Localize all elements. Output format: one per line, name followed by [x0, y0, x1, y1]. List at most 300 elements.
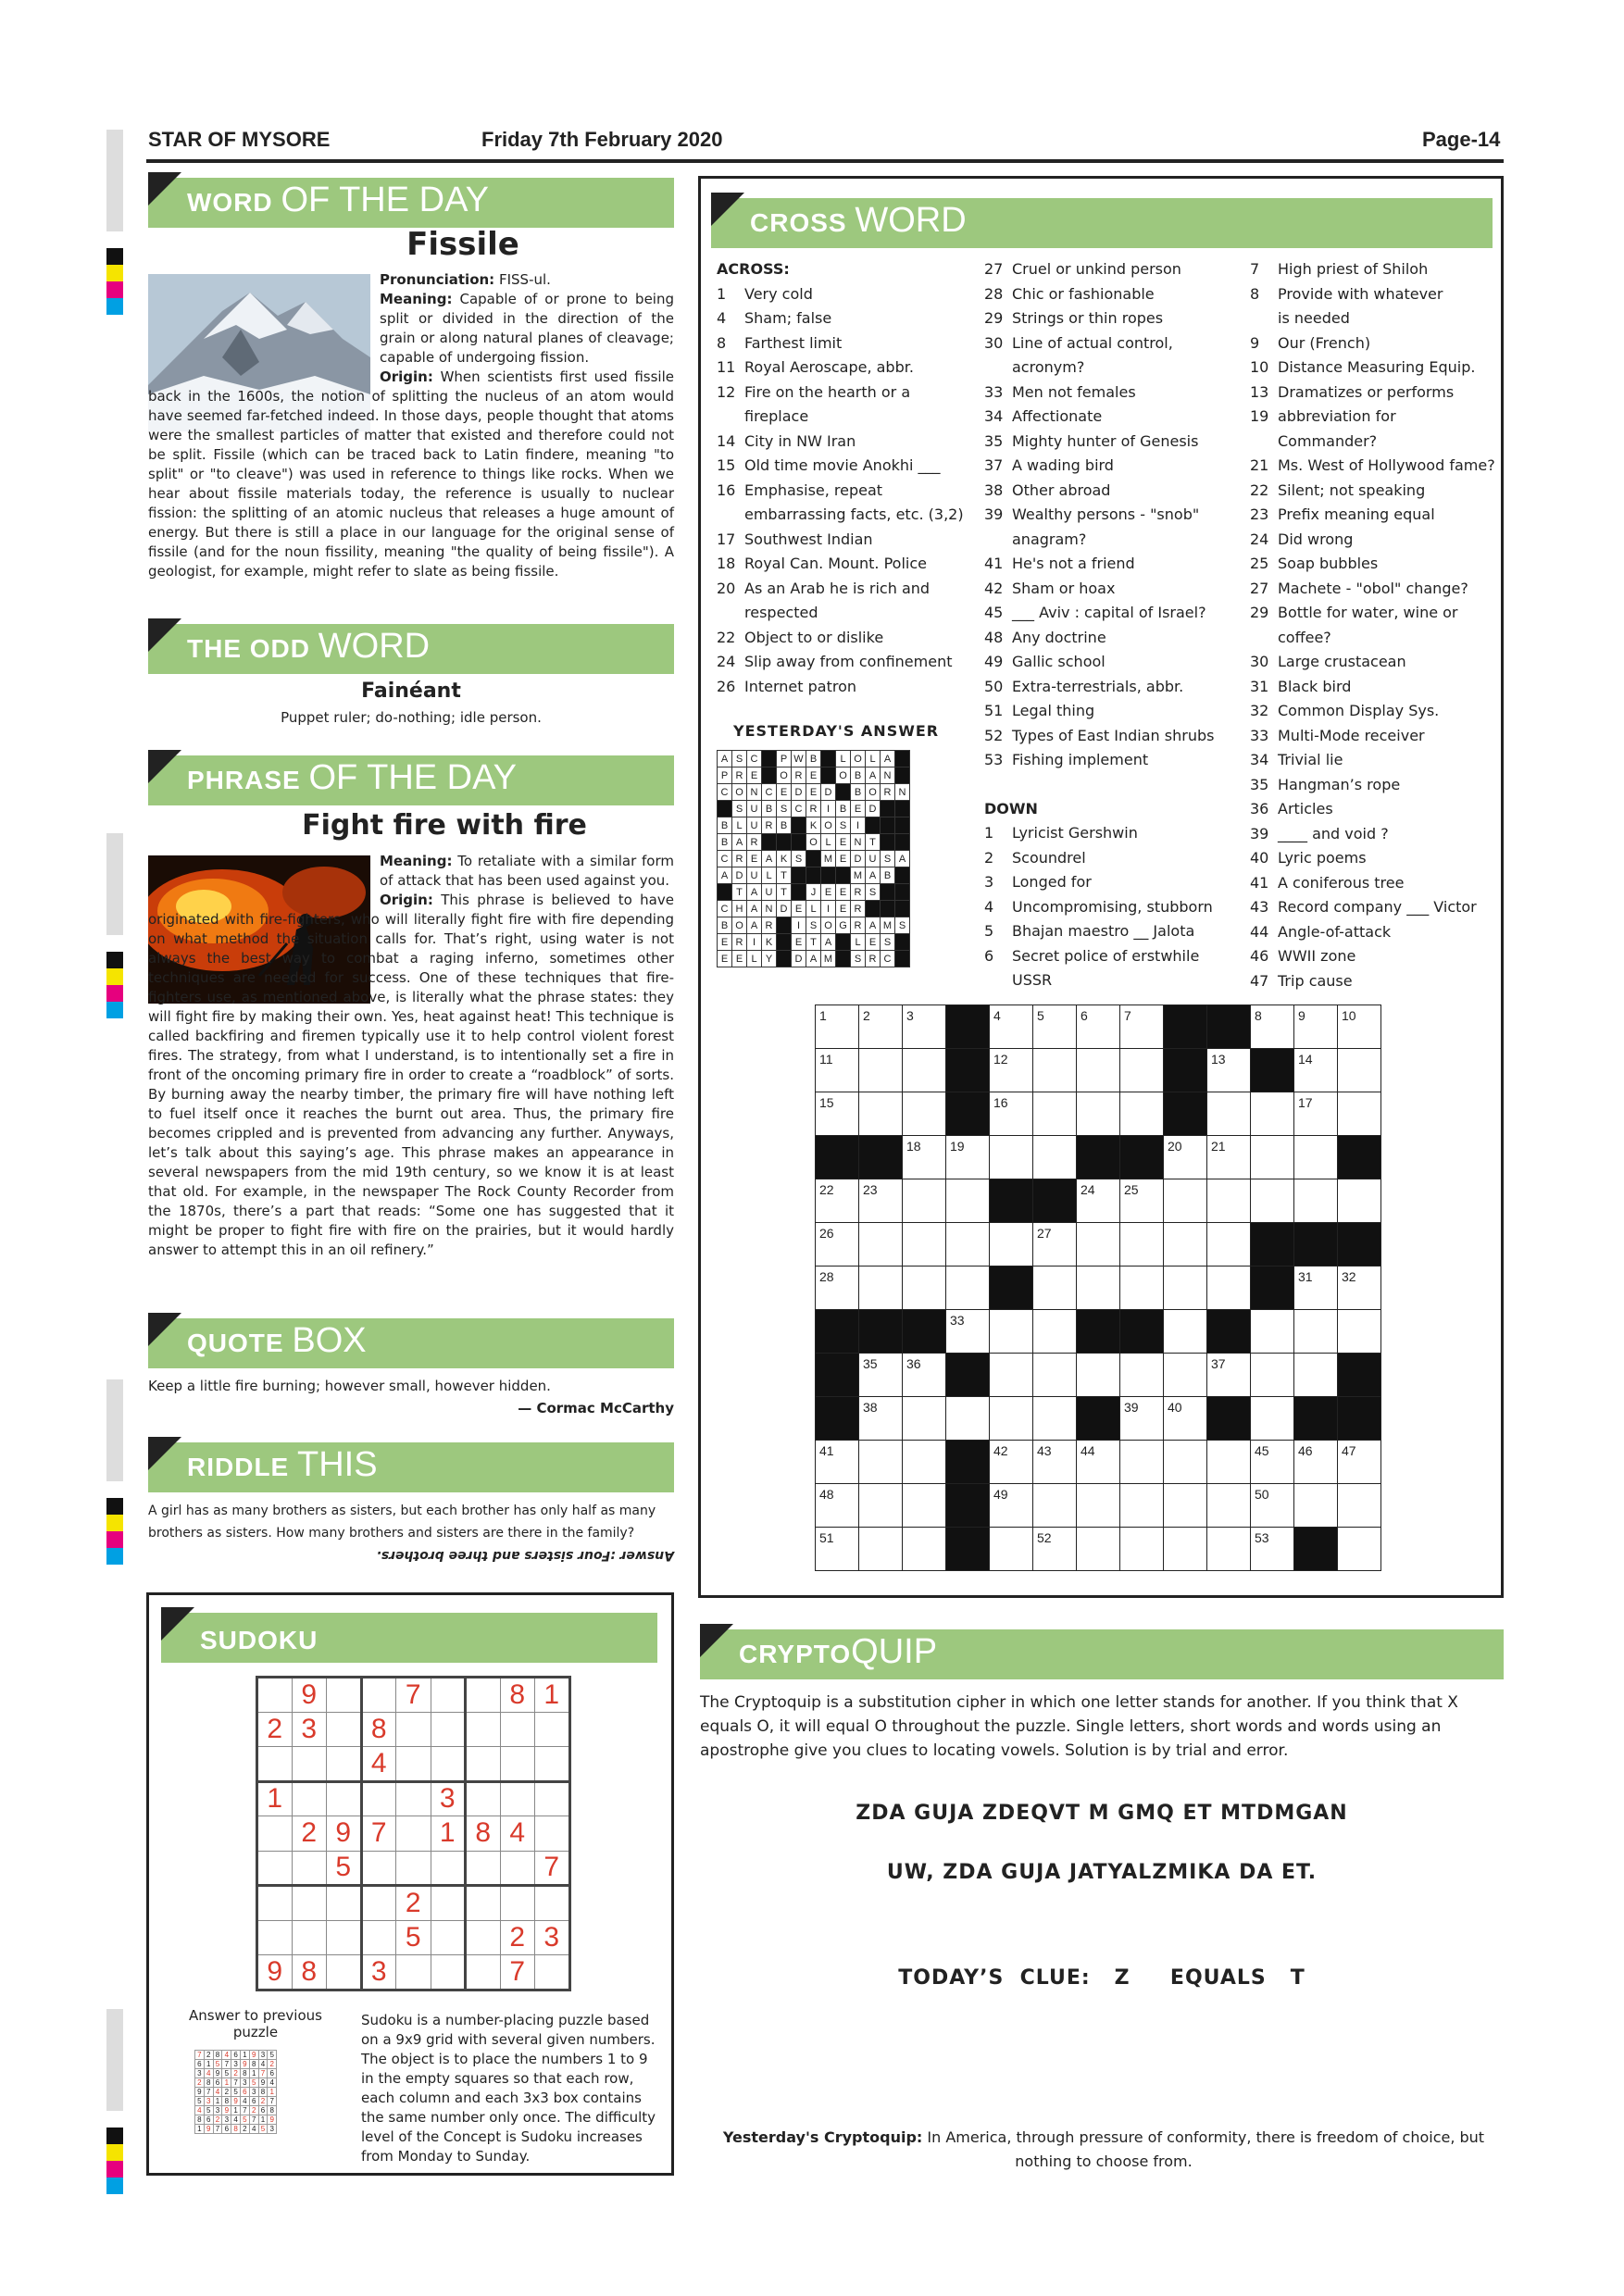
answer-cell: E	[747, 767, 762, 784]
header-rule	[146, 159, 1504, 163]
crossword-cell[interactable]: 7	[1120, 1005, 1164, 1049]
crossword-cell[interactable]	[990, 1223, 1033, 1267]
crossword-cell[interactable]	[1164, 1310, 1207, 1354]
crossword-cell[interactable]: 26	[816, 1223, 859, 1267]
crossword-cell[interactable]	[1164, 1179, 1207, 1223]
clue-item: 48 Any doctrine	[984, 628, 1106, 646]
clue-item: 39 Wealthy persons - "snob"	[984, 505, 1200, 523]
clue-item: 35 Hangman’s rope	[1250, 775, 1401, 793]
crossword-cell[interactable]: 32	[1338, 1267, 1381, 1310]
answer-cell: L	[732, 817, 747, 834]
crossword-cell[interactable]: 48	[816, 1484, 859, 1528]
crossword-cell	[1207, 1310, 1251, 1354]
sudoku-cell	[396, 1955, 431, 1990]
crossword-cell[interactable]	[859, 1223, 903, 1267]
crossword-cell[interactable]	[1294, 1310, 1338, 1354]
sudoku-answer-cell: 9	[240, 2060, 249, 2069]
phrase-title: Fight fire with fire	[302, 809, 587, 842]
clue-item: 7 High priest of Shiloh	[1250, 260, 1429, 278]
sudoku-answer-cell: 5	[240, 2115, 249, 2125]
crossword-cell[interactable]	[1077, 1049, 1120, 1092]
crossword-cell[interactable]	[1120, 1049, 1164, 1092]
answer-cell: E	[836, 884, 851, 901]
crossword-cell[interactable]	[1338, 1310, 1381, 1354]
answer-cell: R	[851, 901, 866, 917]
sudoku-answer-cell: 5	[204, 2106, 213, 2115]
answer-cell	[895, 884, 910, 901]
sudoku-cell: 7	[396, 1678, 431, 1713]
sudoku-cell	[466, 1955, 501, 1990]
answer-cell	[881, 901, 895, 917]
sudoku-cell: 2	[500, 1920, 535, 1955]
crossword-cell[interactable]	[903, 1092, 946, 1136]
crossword-cell[interactable]	[1251, 1136, 1294, 1179]
answer-cell	[895, 867, 910, 884]
answer-cell	[718, 801, 732, 817]
cryptoquip-line-2: UW, ZDA GUJA JATYALZMIKA DA ET.	[886, 1861, 1318, 1884]
answer-cell: U	[747, 817, 762, 834]
crossword-cell[interactable]: 21	[1207, 1136, 1251, 1179]
crossword-cell[interactable]: 42	[990, 1441, 1033, 1484]
sudoku-cell	[361, 1678, 396, 1713]
odd-word-term: Fainéant	[361, 680, 461, 703]
sudoku-cell	[327, 1955, 362, 1990]
crossword-cell[interactable]	[1164, 1223, 1207, 1267]
answer-cell	[836, 934, 851, 951]
answer-cell: L	[851, 934, 866, 951]
crossword-cell	[816, 1397, 859, 1441]
crossword-cell[interactable]: 23	[859, 1179, 903, 1223]
clue-item: 49 Gallic school	[984, 653, 1106, 670]
crossword-cell[interactable]	[1033, 1310, 1077, 1354]
crossword-cell[interactable]	[859, 1528, 903, 1571]
answer-cell: E	[866, 934, 881, 951]
crossword-cell[interactable]: 10	[1338, 1005, 1381, 1049]
crossword-cell[interactable]	[903, 1484, 946, 1528]
sudoku-answer-cell: 4	[268, 2078, 277, 2088]
crossword-cell[interactable]: 53	[1251, 1528, 1294, 1571]
crossword-cell[interactable]	[859, 1267, 903, 1310]
cryptoquip-clue: TODAY’S CLUE: Z EQUALS T	[898, 1966, 1305, 1990]
newspaper-name: STAR OF MYSORE	[148, 128, 331, 151]
clue-item: 27 Machete - "obol" change?	[1250, 579, 1468, 597]
clue-item: 30 Large crustacean	[1250, 653, 1406, 670]
answer-cell: L	[762, 867, 777, 884]
sudoku-answer-cell: 5	[258, 2125, 268, 2134]
crossword-cell[interactable]: 47	[1338, 1441, 1381, 1484]
clue-item: 15 Old time movie Anokhi ___	[717, 456, 941, 474]
crossword-cell[interactable]: 22	[816, 1179, 859, 1223]
answer-cell: S	[866, 884, 881, 901]
crossword-cell[interactable]: 20	[1164, 1136, 1207, 1179]
crossword-cell[interactable]: 31	[1294, 1267, 1338, 1310]
crossword-cell	[1077, 1397, 1120, 1441]
crossword-cell[interactable]	[990, 1136, 1033, 1179]
clue-item: 2 Scoundrel	[984, 848, 1086, 867]
crossword-cell[interactable]	[1207, 1223, 1251, 1267]
crossword-cell[interactable]	[1120, 1441, 1164, 1484]
answer-cell: T	[866, 834, 881, 851]
crossword-cell[interactable]	[946, 1397, 990, 1441]
answer-cell: S	[777, 801, 792, 817]
sudoku-cell: 7	[500, 1955, 535, 1990]
crossword-cell[interactable]	[1033, 1092, 1077, 1136]
clue-item: 1 Very cold	[717, 284, 813, 303]
sudoku-answer-cell: 7	[268, 2097, 277, 2106]
word-of-day-meaning: Meaning: Capable of or prone to being split or divided in the direction of the grain or along natural planes of cleavage; capable of undergoing fission.	[380, 291, 674, 366]
sudoku-answer-cell: 6	[231, 2051, 241, 2060]
clue-item: fireplace	[744, 407, 809, 425]
crossword-cell[interactable]: 19	[946, 1136, 990, 1179]
crossword-cell[interactable]	[1120, 1092, 1164, 1136]
crossword-cell[interactable]: 17	[1294, 1092, 1338, 1136]
clue-item: 22 Object to or dislike	[717, 628, 884, 646]
clue-item: 50 Extra-terrestrials, abbr.	[984, 677, 1184, 695]
crossword-cell[interactable]	[1207, 1267, 1251, 1310]
answer-cell	[866, 901, 881, 917]
answer-cell: N	[881, 767, 895, 784]
crossword-cell[interactable]: 18	[903, 1136, 946, 1179]
answer-cell: E	[718, 951, 732, 967]
crossword-cell[interactable]: 1	[816, 1005, 859, 1049]
crossword-cell[interactable]: 3	[903, 1005, 946, 1049]
sudoku-cell	[396, 1816, 431, 1852]
sudoku-cell	[535, 1816, 570, 1852]
crossword-cell[interactable]	[859, 1092, 903, 1136]
clue-item: 3 Longed for	[984, 873, 1092, 891]
crossword-cell[interactable]	[990, 1528, 1033, 1571]
crossword-cell[interactable]	[903, 1223, 946, 1267]
clue-item: 9 Our (French)	[1250, 333, 1371, 352]
crossword-cell[interactable]	[903, 1397, 946, 1441]
answer-cell: E	[718, 934, 732, 951]
crossword-cell	[1164, 1049, 1207, 1092]
answer-cell: E	[836, 901, 851, 917]
crossword-cell[interactable]	[1164, 1354, 1207, 1397]
answer-cell: R	[762, 917, 777, 934]
crossword-cell[interactable]	[1207, 1092, 1251, 1136]
answer-cell: N	[747, 784, 762, 801]
crossword-cell[interactable]: 24	[1077, 1179, 1120, 1223]
sudoku-answer-cell: 5	[268, 2051, 277, 2060]
answer-cell: S	[806, 917, 821, 934]
crossword-cell[interactable]: 40	[1164, 1397, 1207, 1441]
answer-cell: A	[747, 917, 762, 934]
crossword-banner: CROSS WORD	[711, 198, 1493, 248]
crossword-cell[interactable]	[903, 1441, 946, 1484]
sudoku-cell	[535, 1955, 570, 1990]
sudoku-cell	[500, 1747, 535, 1782]
sudoku-cell	[431, 1678, 466, 1713]
crossword-cell	[1033, 1179, 1077, 1223]
crossword-cell[interactable]	[1120, 1267, 1164, 1310]
crossword-cell[interactable]	[1294, 1354, 1338, 1397]
crossword-cell[interactable]: 28	[816, 1267, 859, 1310]
crossword-cell[interactable]	[859, 1049, 903, 1092]
crossword-cell[interactable]	[1338, 1049, 1381, 1092]
crossword-cell[interactable]	[1164, 1441, 1207, 1484]
answer-cell	[881, 801, 895, 817]
cryptoquip-line-1: ZDA GUJA ZDEQVT M GMQ ET MTDMGAN	[856, 1802, 1348, 1825]
clue-item: 42 Sham or hoax	[984, 579, 1116, 597]
crossword-cell[interactable]: 35	[859, 1354, 903, 1397]
crossword-cell[interactable]	[1207, 1484, 1251, 1528]
crossword-cell	[946, 1484, 990, 1528]
crossword-cell[interactable]	[859, 1484, 903, 1528]
crossword-cell[interactable]: 49	[990, 1484, 1033, 1528]
crossword-cell[interactable]: 33	[946, 1310, 990, 1354]
crossword-cell[interactable]	[946, 1223, 990, 1267]
answer-cell	[836, 867, 851, 884]
crossword-cell[interactable]	[1033, 1049, 1077, 1092]
answer-cell: M	[821, 851, 836, 867]
registration-strip	[106, 1379, 123, 1565]
crossword-cell[interactable]	[903, 1528, 946, 1571]
crossword-cell[interactable]: 39	[1120, 1397, 1164, 1441]
crossword-cell	[1077, 1136, 1120, 1179]
crossword-cell[interactable]	[946, 1267, 990, 1310]
odd-word-banner: THE ODD WORD	[148, 624, 674, 674]
answer-cell	[762, 834, 777, 851]
sudoku-cell	[396, 1781, 431, 1816]
crossword-cell[interactable]	[1033, 1267, 1077, 1310]
crossword-cell[interactable]	[1077, 1267, 1120, 1310]
crossword-cell[interactable]	[903, 1179, 946, 1223]
answer-cell: E	[836, 851, 851, 867]
sudoku-answer-cell: 4	[204, 2069, 213, 2078]
sudoku-cell: 9	[292, 1678, 327, 1713]
crossword-cell[interactable]: 15	[816, 1092, 859, 1136]
sudoku-cell	[466, 1851, 501, 1886]
answer-cell: R	[851, 917, 866, 934]
sudoku-cell	[396, 1712, 431, 1747]
crossword-cell[interactable]: 8	[1251, 1005, 1294, 1049]
answer-cell	[836, 784, 851, 801]
crossword-cell[interactable]	[1033, 1354, 1077, 1397]
crossword-cell[interactable]: 11	[816, 1049, 859, 1092]
clue-item: 41 A coniferous tree	[1250, 873, 1405, 892]
sudoku-answer-cell: 2	[258, 2097, 268, 2106]
crossword-cell[interactable]: 50	[1251, 1484, 1294, 1528]
crossword-cell[interactable]: 9	[1294, 1005, 1338, 1049]
crossword-cell[interactable]	[1294, 1484, 1338, 1528]
clue-item: 31 Black bird	[1250, 677, 1352, 695]
sudoku-answer-cell: 8	[240, 2069, 249, 2078]
crossword-cell[interactable]	[1251, 1310, 1294, 1354]
crossword-cell	[1120, 1310, 1164, 1354]
word-of-day-origin: Origin: When scientists first used fissile back in the 1600s, the notion of splitting the nucleus of an atom would have seemed far-fetched indeed. In those days, people thought that atoms were the smallest particles of matter that existed and therefore could not be split. Fissile (which can be traced back to Latin findere, meaning "to split" or "to cleave") was used in reference to things like rocks. When we hear about fissile materials today, the reference is usually to nuclear fission: the splitting of an atomic nucleus that releases a huge amount of energy. But there is still a place in our language for the original sense of fissile (and for the noun fissility, meaning "the quality of being fissile"). A geologist, for example, might refer to slate as being fissile.	[148, 368, 674, 580]
clue-item: 27 Cruel or unkind person	[984, 260, 1181, 278]
sudoku-answer-cell: 4	[258, 2060, 268, 2069]
answer-cell: U	[866, 851, 881, 867]
crossword-cell[interactable]: 27	[1033, 1223, 1077, 1267]
answer-cell: O	[777, 767, 792, 784]
clue-item: 25 Soap bubbles	[1250, 555, 1379, 572]
sudoku-cell	[466, 1920, 501, 1955]
crossword-cell[interactable]	[1338, 1092, 1381, 1136]
answer-cell: E	[792, 901, 806, 917]
crossword-cell[interactable]: 13	[1207, 1049, 1251, 1092]
crossword-cell[interactable]	[1294, 1136, 1338, 1179]
crossword-cell[interactable]: 38	[859, 1397, 903, 1441]
clue-item: 51 Legal thing	[984, 702, 1095, 719]
crossword-cell[interactable]: 6	[1077, 1005, 1120, 1049]
sudoku-cell: 1	[431, 1816, 466, 1852]
sudoku-answer-cell: 2	[231, 2069, 241, 2078]
crossword-cell[interactable]	[990, 1397, 1033, 1441]
crossword-cell[interactable]: 52	[1033, 1528, 1077, 1571]
crossword-cell[interactable]	[1338, 1484, 1381, 1528]
clue-item: 16 Emphasise, repeat	[717, 480, 883, 499]
answer-cell: L	[821, 834, 836, 851]
sudoku-cell	[466, 1712, 501, 1747]
crossword-cell[interactable]	[1033, 1397, 1077, 1441]
crossword-cell[interactable]	[1033, 1136, 1077, 1179]
clue-item: 6 Secret police of erstwhile	[984, 946, 1200, 965]
crossword-cell	[1207, 1005, 1251, 1049]
answer-cell: P	[718, 767, 732, 784]
sudoku-answer-cell: 5	[213, 2060, 222, 2069]
answer-cell: E	[806, 767, 821, 784]
answer-cell: T	[777, 867, 792, 884]
crossword-cell[interactable]	[990, 1354, 1033, 1397]
crossword-cell[interactable]: 14	[1294, 1049, 1338, 1092]
answer-cell: A	[762, 851, 777, 867]
crossword-cell[interactable]	[1033, 1484, 1077, 1528]
answer-cell: A	[866, 767, 881, 784]
sudoku-cell: 1	[257, 1781, 293, 1816]
sudoku-answer-cell: 2	[222, 2088, 231, 2097]
answer-cell	[821, 767, 836, 784]
crossword-cell[interactable]	[1077, 1354, 1120, 1397]
answer-cell: D	[792, 951, 806, 967]
sudoku-cell	[257, 1678, 293, 1713]
sudoku-answer-cell: 4	[222, 2051, 231, 2060]
crossword-cell[interactable]	[1251, 1179, 1294, 1223]
crossword-cell[interactable]: 45	[1251, 1441, 1294, 1484]
crossword-cell[interactable]	[1338, 1179, 1381, 1223]
clue-item: 26 Internet patron	[717, 677, 857, 695]
crossword-cell[interactable]: 36	[903, 1354, 946, 1397]
crossword-cell[interactable]	[1120, 1484, 1164, 1528]
crossword-cell[interactable]	[1207, 1179, 1251, 1223]
answer-cell: B	[851, 784, 866, 801]
answer-cell: A	[732, 834, 747, 851]
answer-cell: L	[806, 901, 821, 917]
crossword-cell[interactable]	[1164, 1528, 1207, 1571]
crossword-cell[interactable]: 44	[1077, 1441, 1120, 1484]
answer-cell: P	[777, 751, 792, 767]
crossword-cell[interactable]: 25	[1120, 1179, 1164, 1223]
crossword-cell[interactable]: 2	[859, 1005, 903, 1049]
clue-item: 41 He's not a friend	[984, 555, 1135, 572]
sudoku-answer-cell: 7	[258, 2069, 268, 2078]
crossword-cell[interactable]: 12	[990, 1049, 1033, 1092]
crossword-cell[interactable]	[1251, 1354, 1294, 1397]
sudoku-answer-grid	[194, 2050, 277, 2134]
crossword-cell[interactable]	[903, 1267, 946, 1310]
clue-item: coffee?	[1278, 628, 1331, 646]
clue-item: is needed	[1278, 309, 1350, 327]
sudoku-answer-cell: 9	[213, 2069, 222, 2078]
answer-cell	[895, 934, 910, 951]
crossword-cell[interactable]	[946, 1179, 990, 1223]
sudoku-answer-cell: 7	[231, 2078, 241, 2088]
crossword-cell[interactable]	[1207, 1528, 1251, 1571]
crossword-cell[interactable]: 51	[816, 1528, 859, 1571]
sudoku-answer-cell: 8	[222, 2097, 231, 2106]
sudoku-cell	[535, 1712, 570, 1747]
sudoku-cell: 3	[535, 1920, 570, 1955]
crossword-cell[interactable]: 46	[1294, 1441, 1338, 1484]
crossword-cell	[1251, 1049, 1294, 1092]
crossword-cell[interactable]	[1294, 1179, 1338, 1223]
quote-banner: QUOTE BOX	[148, 1318, 674, 1368]
clue-item: 28 Chic or fashionable	[984, 284, 1155, 303]
crossword-cell[interactable]	[859, 1441, 903, 1484]
sudoku-cell	[257, 1886, 293, 1921]
crossword-cell[interactable]	[1164, 1484, 1207, 1528]
clue-item: 44 Angle-of-attack	[1250, 922, 1392, 941]
sudoku-answer-cell: 6	[240, 2088, 249, 2097]
crossword-cell	[1338, 1136, 1381, 1179]
quote-author: — Cormac McCarthy	[518, 1400, 674, 1416]
crossword-cell[interactable]	[1077, 1092, 1120, 1136]
sudoku-answer-cell: 1	[213, 2097, 222, 2106]
crossword-cell	[1338, 1223, 1381, 1267]
crossword-cell[interactable]: 37	[1207, 1354, 1251, 1397]
crossword-cell[interactable]: 41	[816, 1441, 859, 1484]
crossword-cell[interactable]	[1164, 1267, 1207, 1310]
crossword-cell[interactable]	[1251, 1092, 1294, 1136]
sudoku-description: Sudoku is a number-placing puzzle based on a 9x9 grid with several given numbers. The object is to place the numbers 1 to 9 in the empty squares so that each row, each column and each 3x3 box contains the same number only once. The difficulty level of the Concept is Sudoku increases from Monday to Sunday.	[361, 2012, 656, 2165]
crossword-cell[interactable]	[990, 1310, 1033, 1354]
crossword-cell[interactable]	[1207, 1441, 1251, 1484]
answer-cell: O	[821, 817, 836, 834]
answer-cell: R	[866, 951, 881, 967]
crossword-cell[interactable]	[1077, 1484, 1120, 1528]
answer-cell	[792, 867, 806, 884]
sudoku-answer-cell: 8	[195, 2115, 205, 2125]
sudoku-cell: 2	[292, 1816, 327, 1852]
answer-cell: A	[806, 951, 821, 967]
crossword-cell[interactable]	[1120, 1223, 1164, 1267]
crossword-cell[interactable]: 16	[990, 1092, 1033, 1136]
crossword-cell[interactable]: 43	[1033, 1441, 1077, 1484]
crossword-cell[interactable]	[1338, 1528, 1381, 1571]
sudoku-answer-cell: 6	[268, 2069, 277, 2078]
crossword-cell[interactable]	[1077, 1528, 1120, 1571]
answer-cell: C	[881, 951, 895, 967]
answer-cell: T	[777, 884, 792, 901]
answer-cell	[895, 951, 910, 967]
sudoku-answer-cell: 1	[222, 2078, 231, 2088]
crossword-cell[interactable]	[1120, 1354, 1164, 1397]
crossword-cell[interactable]	[1251, 1397, 1294, 1441]
answer-cell: K	[806, 817, 821, 834]
crossword-cell[interactable]: 4	[990, 1005, 1033, 1049]
answer-cell: G	[836, 917, 851, 934]
crossword-cell	[946, 1441, 990, 1484]
sudoku-answer-cell: 6	[195, 2060, 205, 2069]
crossword-cell[interactable]	[1120, 1528, 1164, 1571]
crossword-cell	[990, 1179, 1033, 1223]
crossword-cell[interactable]: 5	[1033, 1005, 1077, 1049]
crossword-cell	[859, 1136, 903, 1179]
crossword-cell[interactable]	[1077, 1223, 1120, 1267]
crossword-cell[interactable]	[903, 1049, 946, 1092]
sudoku-answer-cell: 9	[258, 2078, 268, 2088]
